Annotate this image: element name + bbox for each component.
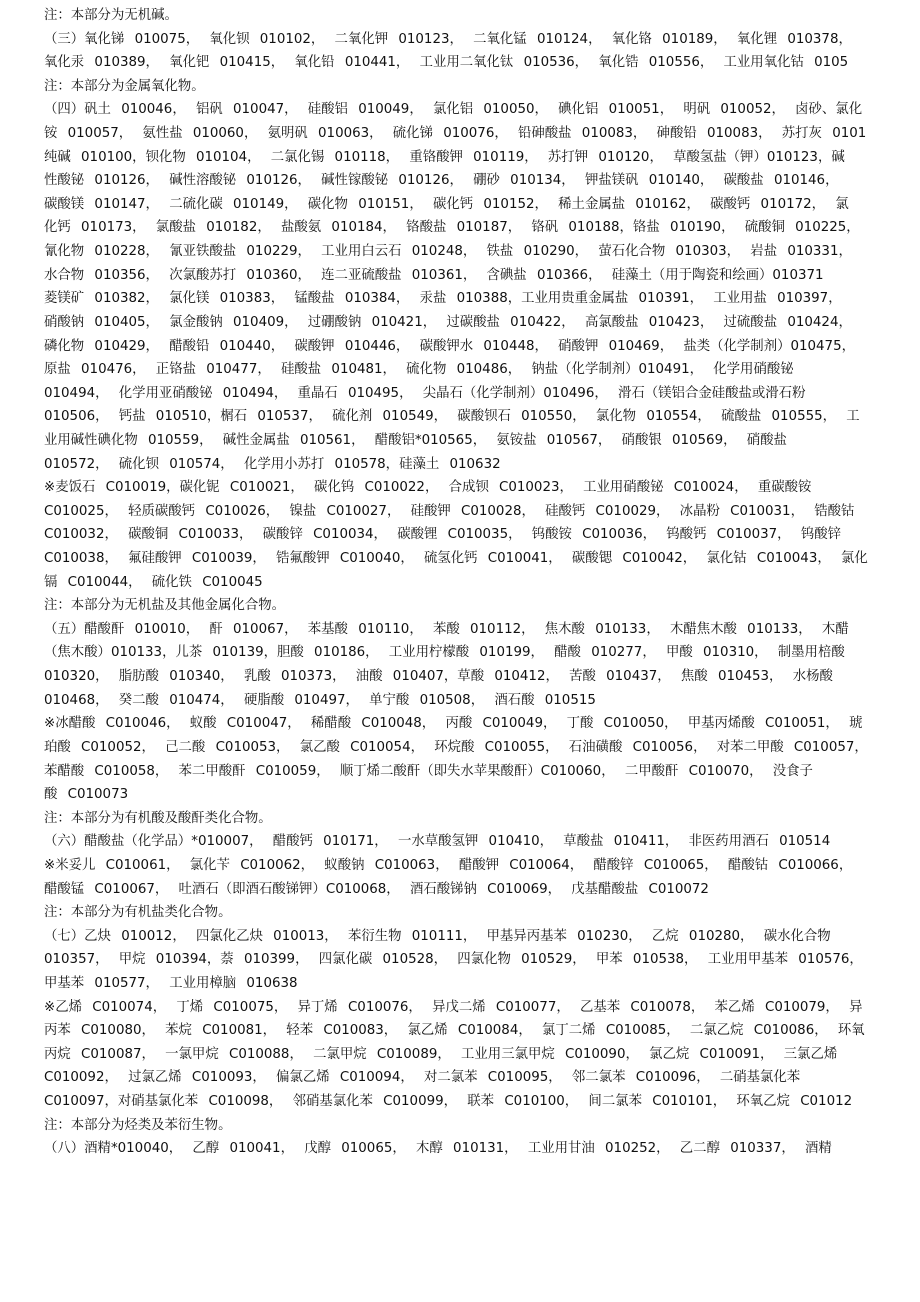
- text-line: 注：本部分为金属氧化物。: [44, 78, 205, 94]
- text-line: 镉 C010044， 硫化铁 C010045: [44, 574, 263, 590]
- text-line: （五）醋酸酐 010010， 酐 010067， 苯基酸 010110， 苯酸 010112， 焦木酸 010133， 木醋焦木酸 010133， 木醋: [44, 621, 849, 637]
- text-line: 原盐 010476， 正铬盐 010477， 硅酸盐 010481， 硫化物 010486， 钠盐（化学制剂）010491， 化学用硝酸铋: [44, 362, 794, 378]
- text-line: 氧化汞 010389， 氧化钯 010415， 氧化铅 010441， 工业用二氧化钛 010536， 氧化锆 010556， 工业用氧化钴 0105: [44, 55, 849, 71]
- text-line: 化钙 010173， 氯酸盐 010182， 盐酸氨 010184， 铬酸盐 010187， 铬矾 010188，铬盐 010190， 硫酸铜 010225，: [44, 220, 860, 236]
- text-line: 010572， 硫化钡 010574， 化学用小苏打 010578，硅藻土 010632: [44, 456, 501, 472]
- text-line: [44, 1232, 874, 1256]
- text-line: （焦木酸）010133，儿茶 010139，胆酸 010186， 工业用柠檬酸 010199， 醋酸 010277， 甲酸 010310， 制墨用棓酸: [44, 645, 845, 661]
- text-line: 010320， 脂肪酸 010340， 乳酸 010373， 油酸 010407，草酸 010412， 苦酸 010437， 焦酸 010453， 水杨酸: [44, 669, 833, 685]
- text-line: 硝酸钠 010405， 氯金酸钠 010409， 过硼酸钠 010421， 过碳酸盐 010422， 高氯酸盐 010423， 过硫酸盐 010424，: [44, 314, 852, 330]
- text-line: 甲基苯 010577， 工业用樟脑 010638: [44, 975, 298, 991]
- text-line: 注：本部分为无机碱。: [44, 8, 178, 23]
- text-line: 酸 C010073: [44, 787, 129, 803]
- text-line: [44, 1184, 874, 1208]
- text-line: [44, 1208, 874, 1232]
- text-line: ※乙烯 C010074， 丁烯 C010075， 异丁烯 C010076， 异戊二烯 C010077， 乙基苯 C010078， 苯乙烯 C010079， 异: [44, 999, 863, 1015]
- text-line: 菱镁矿 010382， 氯化镁 010383， 锰酸盐 010384， 汞盐 010388，工业用贵重金属盐 010391， 工业用盐 010397，: [44, 291, 842, 307]
- text-line: ※麦饭石 C010019，碳化铌 C010021， 碳化钨 C010022， 合成钡 C010023， 工业用硝酸铋 C010024， 重碳酸铵: [44, 480, 812, 496]
- text-line: 010357， 甲烷 010394，萘 010399， 四氯化碳 010528， 四氯化物 010529， 甲苯 010538， 工业用甲基苯 010576，: [44, 952, 863, 968]
- text-line: 磷化物 010429， 醋酸铅 010440， 碳酸钾 010446， 碳酸钾水 010448， 硝酸钾 010469， 盐类（化学制剂）010475，: [44, 338, 855, 354]
- text-line: 碳酸镁 010147， 二硫化碳 010149， 碳化物 010151， 碳化钙 010152， 稀土金属盐 010162， 碳酸钙 010172， 氯: [44, 196, 849, 212]
- text-line: 注：本部分为烃类及苯衍生物。: [44, 1117, 232, 1133]
- text-line: （四）矾土 010046， 铝矾 010047， 硅酸铝 010049， 氯化铝 010050， 碘化铝 010051， 明矾 010052， 卤砂、氯化: [44, 102, 863, 118]
- text-line: C010092， 过氯乙烯 C010093， 偏氯乙烯 C010094， 对二氯苯 C010095， 邻二氯苯 C010096， 二硝基氯化苯: [44, 1070, 801, 1086]
- text-line: （六）醋酸盐（化学品）*010007， 醋酸钙 010171， 一水草酸氢钾 010410， 草酸盐 010411， 非医药用酒石 010514: [44, 834, 831, 850]
- text-line: 水合物 010356， 次氯酸苏打 010360， 连二亚硫酸盐 010361， 含碘盐 010366， 硅藻土（用于陶瓷和绘画）010371: [44, 267, 824, 283]
- text-line: 业用碱性碘化物 010559， 碱性金属盐 010561， 醋酸铝*010565， 氨铵盐 010567， 硝酸银 010569， 硝酸盐: [44, 432, 787, 448]
- text-line: 珀酸 C010052， 己二酸 C010053， 氯乙酸 C010054， 环烷酸 C010055， 石油磺酸 C010056， 对苯二甲酸 C010057，: [44, 739, 868, 755]
- text-line: 氰化物 010228， 氰亚铁酸盐 010229， 工业用白云石 010248， 铁盐 010290， 萤石化合物 010303， 岩盐 010331，: [44, 244, 852, 260]
- text-line: 醋酸锰 C010067， 吐酒石（即酒石酸锑钾）C010068， 酒石酸锑钠 C010069， 戊基醋酸盐 C010072: [44, 881, 709, 897]
- text-line: （八）酒精*010040， 乙醇 010041， 戊醇 010065， 木醇 010131， 工业用甘油 010252， 乙二醇 010337， 酒精: [44, 1141, 832, 1157]
- text-line: [44, 1161, 874, 1185]
- text-line: 注：本部分为有机酸及酸酐类化合物。: [44, 810, 272, 826]
- text-line: [44, 1255, 874, 1279]
- text-line: 丙烷 C010087， 一氯甲烷 C010088， 二氯甲烷 C010089， 工业用三氯甲烷 C010090， 氯乙烷 C010091， 三氯乙烯: [44, 1046, 838, 1062]
- text-line: C010025， 轻质碳酸钙 C010026， 镍盐 C010027， 硅酸钾 C010028， 硅酸钙 C010029， 冰晶粉 C010031， 锆酸钴: [44, 503, 855, 519]
- text-line: 010494， 化学用亚硝酸铋 010494， 重晶石 010495， 尖晶石（化学制剂）010496， 滑石（镁铝合金硅酸盐或滑石粉: [44, 385, 806, 401]
- text-line: 010468， 癸二酸 010474， 硬脂酸 010497， 单宁酸 010508， 酒石酸 010515: [44, 692, 596, 708]
- text-line: ※冰醋酸 C010046， 蚁酸 C010047， 稀醋酸 C010048， 丙酸 C010049， 丁酸 C010050， 甲基丙烯酸 C010051， 琥: [44, 716, 863, 732]
- text-line: 性酸铋 010126， 碱性溶酸铋 010126， 碱性镓酸铋 010126， 硼砂 010134， 钾盐镁矾 010140， 碳酸盐 010146，: [44, 173, 839, 189]
- text-line: （七）乙炔 010012， 四氯化乙炔 010013， 苯衍生物 010111， 甲基异丙基苯 010230， 乙烷 010280， 碳水化合物: [44, 928, 831, 944]
- text-line: C010097，对硝基氯化苯 C010098， 邻硝基氯化苯 C010099， 联苯 C010100， 间二氯苯 C010101， 环氧乙烷 C01012: [44, 1094, 853, 1110]
- text-line: 注：本部分为无机盐及其他金属化合物。: [44, 598, 286, 614]
- text-line: ※米妥儿 C010061， 氯化苄 C010062， 蚁酸钠 C010063， 醋酸钾 C010064， 醋酸锌 C010065， 醋酸钴 C010066，: [44, 857, 853, 873]
- text-line: 纯碱 010100，钡化物 010104， 二氯化锡 010118， 重铬酸钾 010119， 苏打钾 010120， 草酸氢盐（钾）010123，碱: [44, 149, 845, 165]
- text-line: C010038， 氟硅酸钾 C010039， 锆氟酸钾 C010040， 硫氢化钙 C010041， 碳酸锶 C010042， 氯化钴 C010043， 氯化: [44, 551, 868, 567]
- text-line: 注：本部分为有机盐类化合物。: [44, 905, 232, 921]
- text-line: 苯醋酸 C010058， 苯二甲酸酐 C010059， 顺丁烯二酸酐（即失水苹果酸酐）C010060， 二甲酸酐 C010070， 没食子: [44, 763, 813, 779]
- text-line: C010032， 碳酸铜 C010033， 碳酸锌 C010034， 碳酸锂 C010035， 钨酸铵 C010036， 钨酸钙 C010037， 钨酸锌: [44, 527, 841, 543]
- text-line: （三）氧化锑 010075， 氧化钡 010102， 二氧化钾 010123， 二氧化锰 010124， 氧化铬 010189， 氧化锂 010378，: [44, 31, 852, 47]
- text-line: 010506， 钙盐 010510，榍石 010537， 硫化剂 010549， 碳酸钡石 010550， 氯化物 010554， 硫酸盐 010555， 工: [44, 409, 860, 425]
- text-line: 铵 010057， 氨性盐 010060， 氨明矾 010063， 硫化锑 010076， 铅砷酸盐 010083， 砷酸铅 010083， 苏打灰 0101: [44, 126, 867, 142]
- text-line: 丙苯 C010080， 苯烷 C010081， 轻苯 C010083， 氯乙烯 C010084， 氯丁二烯 C010085， 二氯乙烷 C010086， 环氧: [44, 1023, 865, 1039]
